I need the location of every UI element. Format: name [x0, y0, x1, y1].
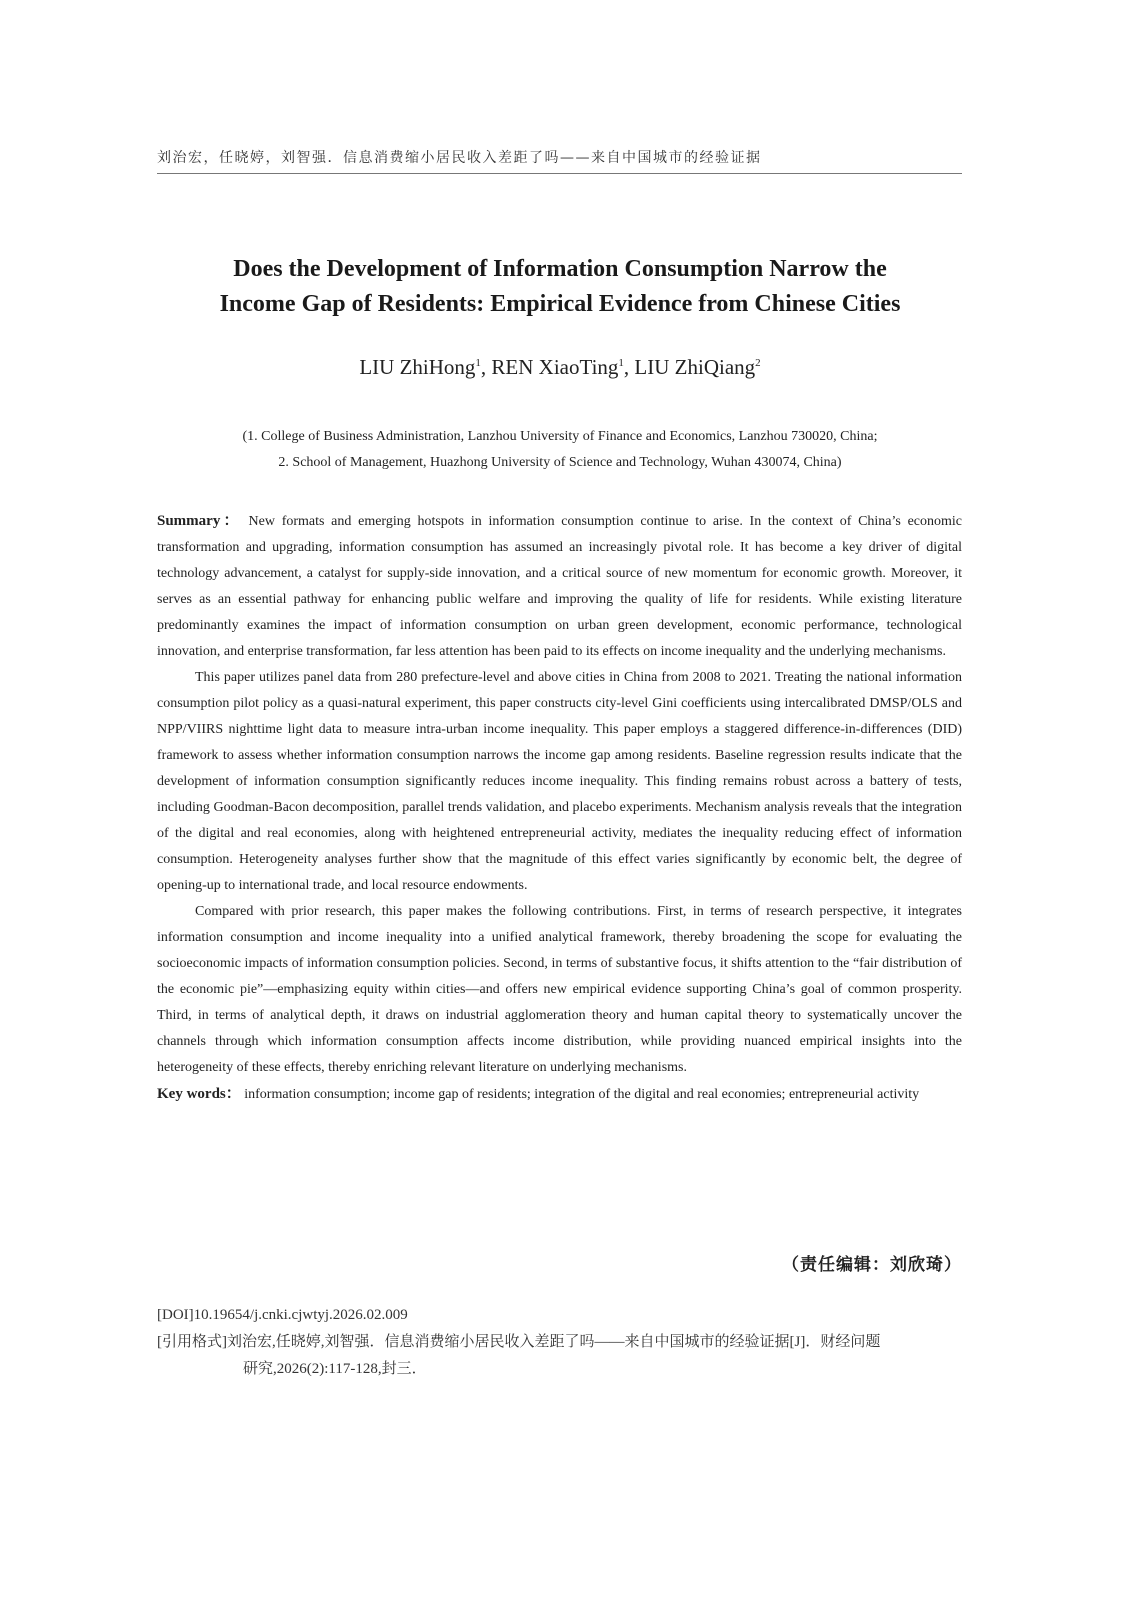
title-line: Does the Development of Information Consumption Narrow the: [233, 256, 887, 282]
affiliation: 2. School of Management, Huazhong University of Science and Technology, Wuhan 430074, China): [278, 455, 842, 470]
affiliations: [120, 424, 1000, 476]
affiliation: (1. College of Business Administration, Lanzhou University of Finance and Economics, Lanzhou 730020, China;: [242, 429, 878, 444]
summary-label: Summary：: [157, 513, 242, 529]
summary-paragraph: Summary： New formats and emerging hotspots in information consumption continue to arise. In the context of China’s economic transformation and upgrading, information consumption has assumed an increasingly pivotal role. It has become a key driver of digital technology advancement, a catalyst for supply-side innovation, and a critical source of new momentum for economic growth. Moreover, it serves as an essential pathway for enhancing public welfare and improving the quality of life for residents. While existing literature predominantly examines the impact of information consumption on urban green development, economic performance, technological innovation, and enterprise transformation, far less attention has been paid to its effects on income inequality and the underlying mechanisms.: [157, 513, 963, 659]
keywords: Key words： information consumption; income gap of residents; integration of the digital and real economies; entrepreneurial activity: [157, 1086, 920, 1102]
keywords-label: Key words：: [157, 1086, 241, 1102]
citation-format-cont: 研究,2026(2):117-128,封三．: [243, 1361, 427, 1377]
running-header: 刘治宏，任晓婷，刘智强．信息消费缩小居民收入差距了吗——来自中国城市的经验证据: [157, 147, 962, 174]
paper-title: [120, 252, 1000, 322]
authors: LIU ZhiHong$^1$, REN XiaoTing$^1$, LIU ZhiQiang$^2$: [359, 355, 761, 379]
title-line: Income Gap of Residents: Empirical Evidence from Chinese Cities: [219, 291, 901, 317]
editor-note: （责任编辑：刘欣琦）: [782, 1255, 962, 1275]
summary-paragraph: Compared with prior research, this paper makes the following contributions. First, in terms of research perspective, it integrates information consumption and income inequality into a unified analytical framework, thereby broadening the scope for evaluating the socioeconomic impacts of information consumption policies. Second, in terms of substantive focus, it shifts attention to the “fair distribution of the economic pie”—emphasizing equity within cities—and offers new empirical evidence supporting China’s goal of common prosperity. Third, in terms of analytical depth, it draws on industrial agglomeration theory and human capital theory to systematically uncover the channels through which information consumption affects income distribution, while providing nuanced empirical insights into the heterogeneity of these effects, thereby enriching relevant literature on underlying mechanisms.: [157, 904, 962, 1075]
summary-paragraph: This paper utilizes panel data from 280 prefecture-level and above cities in China from 2008 to 2021. Treating the national information consumption pilot policy as a quasi-natural experiment, this paper constructs city-level Gini coefficients using intercalibrated DMSP/OLS and NPP/VIIRS nighttime light data to measure intra-urban income inequality. This paper employs a staggered difference-in-differences (DID) framework to assess whether information consumption narrows the income gap among residents. Baseline regression results indicate that the development of information consumption significantly reduces income inequality. This finding remains robust across a battery of tests, including Goodman-Bacon decomposition, parallel trends validation, and placebo experiments. Mechanism analysis reveals that the integration of the digital and real economies, along with heightened entrepreneurial activity, mediates the inequality reducing effect of information consumption. Heterogeneity analyses further show that the magnitude of this effect varies significantly by economic belt, the degree of opening-up to international trade, and local resource endowments.: [157, 670, 962, 893]
author: REN XiaoTing$^1$: [491, 355, 624, 379]
author: LIU ZhiHong$^1$: [359, 355, 481, 379]
citation-format: [引用格式]刘治宏,任晓婷,刘智强．信息消费缩小居民收入差距了吗——来自中国城市的经验证据[J]．财经问题: [157, 1334, 881, 1350]
citation-info: [157, 1302, 962, 1383]
summary: [157, 508, 962, 1108]
doi: [DOI]10.19654/j.cnki.cjwtyj.2026.02.009: [157, 1307, 408, 1323]
author: LIU ZhiQiang$^2$: [634, 355, 761, 379]
